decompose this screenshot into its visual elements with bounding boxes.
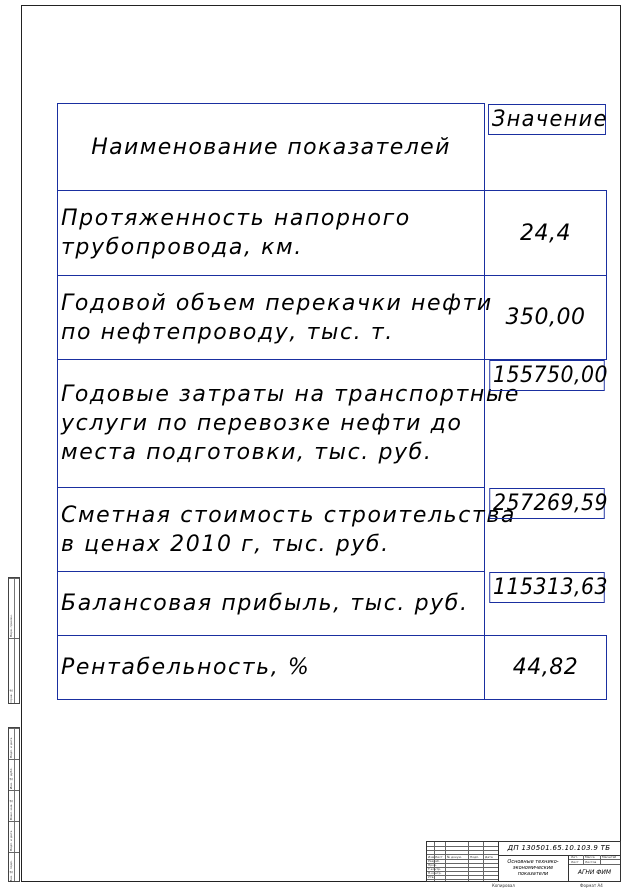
header-name-cell: Наименование показателей	[58, 104, 485, 191]
stamp-label: Лист	[571, 860, 579, 864]
stamp-label: Подп.	[470, 855, 480, 859]
indicator-name-cell	[58, 276, 493, 360]
stamp-label: Листов	[585, 860, 597, 864]
table-row	[58, 488, 607, 572]
stamp-label: Т.контр.	[428, 867, 442, 871]
indicator-name-line: Балансовая прибыль, тыс. руб.	[61, 591, 469, 616]
copied-by-label: Копировал	[492, 883, 515, 888]
document-code: ДП 130501.65.10.103.9 ТБ	[498, 842, 620, 856]
indicator-name-line: в ценах 2010 г, тыс. руб.	[61, 531, 390, 557]
side-label: Перв. примен.	[9, 614, 13, 637]
table-row	[58, 636, 607, 700]
title-block	[426, 841, 621, 882]
header-value-cell: Значение	[488, 104, 606, 135]
indicator-name-line: по нефтепроводу, тыс. т.	[61, 319, 394, 345]
indicator-name-cell	[58, 191, 485, 276]
table-header-row	[58, 104, 607, 191]
indicator-name-line: услуги по перевозке нефти до	[61, 411, 463, 436]
side-strip-lower	[8, 727, 20, 882]
indicator-name-line: Годовые затраты на транспортные	[61, 382, 520, 407]
indicator-name-cell	[58, 360, 520, 488]
stamp-label: Дата	[485, 855, 493, 859]
stamp-label: Лит.	[571, 855, 578, 859]
document-description: Основные технико-экономические показатели	[498, 855, 569, 881]
side-label: Взам. инв. №	[9, 798, 13, 820]
title-block-info	[569, 855, 620, 881]
indicator-name-line: Сметная стоимость строительства	[61, 502, 516, 528]
stamp-label: Разраб.	[428, 859, 440, 863]
stamp-label: Масштаб	[602, 855, 617, 859]
side-label: Подп. и дата	[9, 830, 13, 851]
table-row	[58, 191, 607, 276]
indicator-name-line: Протяженность напорного	[61, 206, 411, 231]
indicator-name-cell	[58, 572, 485, 636]
indicator-name-line: Рентабельность, %	[61, 655, 311, 680]
stamp-label: Н.контр.	[428, 871, 442, 875]
stamp-label: Лист	[435, 855, 443, 859]
side-label: Инв. № подл.	[9, 860, 13, 882]
indicator-value-cell: 350,00	[485, 276, 607, 360]
indicator-value-cell: 155750,00	[489, 360, 604, 391]
indicator-value-cell: 115313,63	[489, 572, 604, 603]
stamp-label: Изм.	[428, 855, 436, 859]
table-row	[58, 572, 607, 636]
indicator-value-cell: 24,4	[485, 191, 607, 276]
indicator-value-cell: 44,82	[485, 636, 607, 700]
side-label: Подп. и дата	[9, 737, 13, 758]
indicator-name-line: Годовой объем перекачки нефти	[61, 290, 493, 316]
stamp-label: № докум.	[447, 855, 462, 859]
stamp-label: Масса	[585, 855, 595, 859]
side-label: Инв. № дубл.	[9, 767, 13, 789]
side-strip-upper	[8, 577, 20, 704]
indicator-name-line: трубопровода, км.	[61, 235, 303, 260]
table-row	[58, 276, 607, 360]
side-label: Справ. №	[9, 688, 13, 704]
stamp-label: Пров.	[428, 863, 437, 867]
indicator-name-line: места подготовки, тыс. руб.	[61, 440, 433, 465]
format-label: Формат А4	[580, 883, 603, 888]
indicator-name-cell	[58, 636, 485, 700]
indicator-name-cell	[58, 488, 516, 572]
table-row	[58, 360, 607, 488]
indicators-table	[57, 103, 607, 700]
stamp-label: Утв.	[428, 875, 435, 879]
organization-name: АГНИ ФИМ	[577, 869, 612, 876]
title-block-signatures	[427, 842, 499, 881]
indicator-value-cell: 257269,59	[489, 488, 604, 519]
